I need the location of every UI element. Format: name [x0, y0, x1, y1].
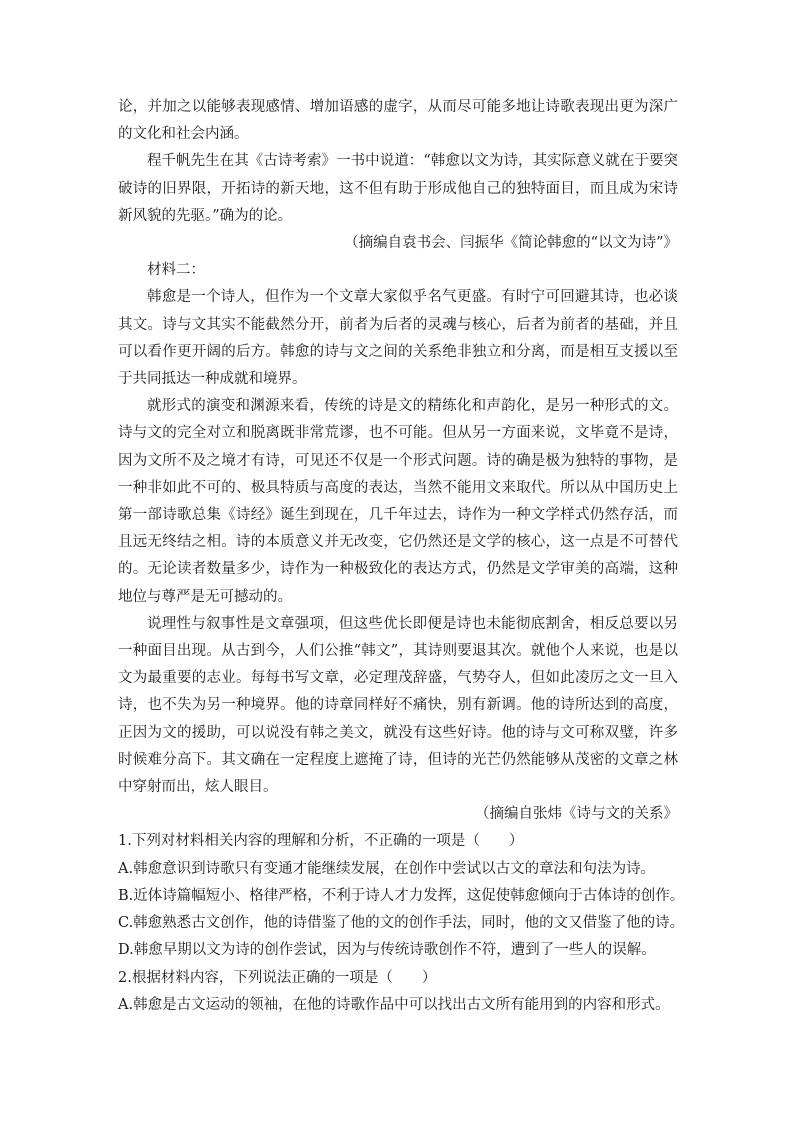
question-stem: 1.下列对材料相关内容的理解和分析，不正确的一项是（ ） — [118, 833, 524, 850]
section-heading: 材料二： — [147, 262, 205, 279]
question-stem: 2.根据材料内容，下列说法正确的一项是（ ） — [118, 969, 437, 986]
option-a: A.韩愈是古文运动的领袖，在他的诗歌作品中可以找出古文所有能用到的内容和形式。 — [118, 996, 670, 1013]
paragraph: 说理性与叙事性是文章强项，但这些优长即便是诗也未能彻底割舍，相反总要以另一种面目出现。从古到今，人们公推“韩文”，其诗则要退其次。就他个人来说，也是以文为最重要的志业。每每书写文章，必定理茂辞盛，气势夺人，但如此凌厉之文一旦入诗，也不失为另一种境界。他的诗章同样好不痛快，别有新调。他的诗所达到的高度，正因为文的援助，可以说没有韩之美文，就没有这些好诗。他的诗与文可称双璧，许多时候难分高下。其文确在一定程度上遮掩了诗，但诗的光芒仍然能够从茂密的文章之林中穿射而出，炫人眼目。 — [118, 615, 678, 796]
option-b: B.近体诗篇幅短小、格律严格，不利于诗人才力发挥，这促使韩愈倾向于古体诗的创作。 — [118, 887, 685, 904]
source-citation: （摘编自张炜《诗与文的关系》 — [475, 806, 678, 823]
paragraph: 论，并加之以能够表现感情、增加语感的虚字，从而尽可能多地让诗歌表现出更为深广的文化和社会内涵。 — [118, 99, 678, 143]
option-a: A.韩愈意识到诗歌只有变通才能继续发展，在创作中尝试以古文的章法和句法为诗。 — [118, 860, 656, 877]
article-body — [118, 94, 685, 1019]
paragraph: 韩愈是一个诗人，但作为一个文章大家似乎名气更盛。有时宁可回避其诗，也必谈其文。诗与文其实不能截然分开，前者为后者的灵魂与核心，后者为前者的基础，并且可以看作更开阔的后方。韩愈的诗与文之间的关系绝非独立和分离，而是相互支援以至于共同抵达一种成就和境界。 — [118, 289, 678, 388]
option-d: D.韩愈早期以文为诗的创作尝试，因为与传统诗歌创作不符，遭到了一些人的误解。 — [118, 942, 656, 959]
source-citation: （摘编自袁书会、闫振华《简论韩愈的“以文为诗”》 — [344, 235, 678, 252]
paragraph: 就形式的演变和渊源来看，传统的诗是文的精练化和声韵化，是另一种形式的文。诗与文的完全对立和脱离既非常荒谬，也不可能。但从另一方面来说，文毕竟不是诗，因为文所不及之境才有诗，可见还不仅是一个形式问题。诗的确是极为独特的事物，是一种非如此不可的、极具特质与高度的表达，当然不能用文来取代。所以从中国历史上第一部诗歌总集《诗经》诞生到现在，几千年过去，诗作为一种文学样式仍然存活，而且远无终结之相。诗的本质意义并无改变，它仍然还是文学的核心，这一点是不可替代的。无论读者数量多少，诗作为一种极致化的表达方式，仍然是文学审美的高端，这种地位与尊严是无可撼动的。 — [118, 398, 678, 605]
question-1 — [118, 828, 685, 964]
paragraph: 程千帆先生在其《古诗考索》一书中说道：“韩愈以文为诗，其实际意义就在于要突破诗的旧界限，开拓诗的新天地，这不但有助于形成他自己的独特面目，而且成为宋诗新风貌的先驱。”确为的论。 — [118, 153, 678, 224]
question-2 — [118, 965, 678, 1019]
option-c: C.韩愈熟悉古文创作，他的诗借鉴了他的文的创作手法，同时，他的文又借鉴了他的诗。 — [118, 915, 685, 932]
